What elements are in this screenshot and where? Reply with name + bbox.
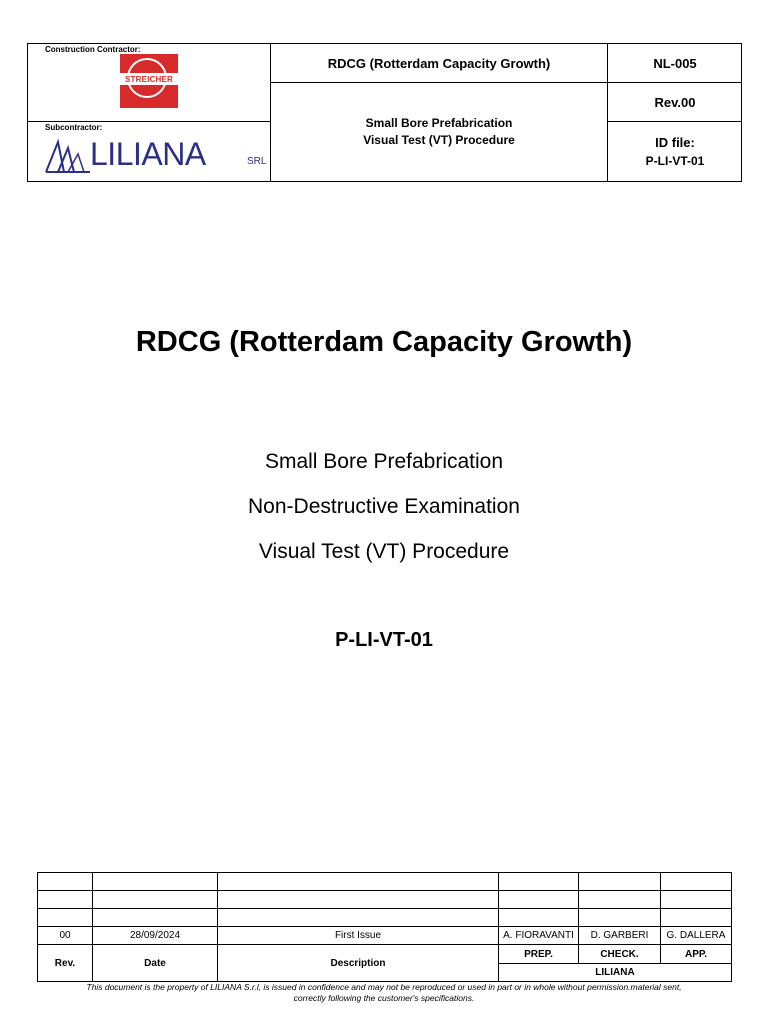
document-title-line: Small Bore Prefabrication: [365, 116, 513, 130]
liliana-logo: [44, 134, 267, 176]
page-title: RDCG (Rotterdam Capacity Growth): [135, 326, 633, 358]
liliana-logo-text: LILIANA: [90, 136, 206, 172]
streicher-logo-text: STREICHER: [120, 73, 178, 85]
subtitle-line: Small Bore Prefabrication: [264, 450, 504, 473]
company-cell: LILIANA: [595, 967, 635, 978]
app-cell: G. DALLERA: [666, 930, 726, 941]
subtitle-line: Visual Test (VT) Procedure: [258, 540, 510, 563]
footer-line: This document is the property of LILIANA S.r.l, is issued in confidence and may not be reproduced or used in part or in whole without permission.material sent,: [86, 982, 682, 992]
description-cell: First Issue: [334, 930, 382, 941]
contractor-label: Construction Contractor:: [45, 45, 141, 54]
app-header: APP.: [684, 948, 708, 960]
divider: [38, 908, 731, 909]
project-name: RDCG (Rotterdam Capacity Growth): [327, 55, 551, 71]
prep-header: PREP.: [524, 948, 553, 960]
document-title-line: Visual Test (VT) Procedure: [363, 133, 515, 147]
streicher-logo: [120, 54, 178, 108]
rev-header: Rev.: [54, 957, 76, 969]
date-cell: 28/09/2024: [129, 930, 181, 941]
id-file-value: P-LI-VT-01: [645, 153, 705, 168]
mountain-peaks-icon: [44, 134, 94, 176]
revision-table: [37, 872, 732, 982]
divider: [28, 121, 270, 122]
revision-number: Rev.00: [654, 94, 696, 110]
document-header-table: [27, 43, 742, 182]
rev-cell: 00: [59, 930, 71, 941]
check-cell: D. GARBERI: [590, 930, 649, 941]
id-file: [608, 122, 742, 181]
document-id: P-LI-VT-01: [335, 629, 433, 651]
confidentiality-notice: [30, 982, 738, 1004]
liliana-logo-suffix: SRL: [247, 156, 267, 167]
subcontractor-label: Subcontractor:: [45, 123, 103, 132]
id-file-label: ID file:: [655, 134, 695, 150]
document-title: [271, 83, 607, 181]
date-header: Date: [144, 957, 166, 969]
divider: [38, 890, 731, 891]
subtitle-line: Non-Destructive Examination: [248, 495, 520, 518]
description-header: Description: [330, 957, 386, 969]
document-code: NL-005: [653, 55, 697, 71]
check-header: CHECK.: [600, 948, 639, 960]
footer-line: correctly following the customer's specifications.: [293, 993, 475, 1003]
prep-cell: A. FIORAVANTI: [503, 930, 574, 941]
